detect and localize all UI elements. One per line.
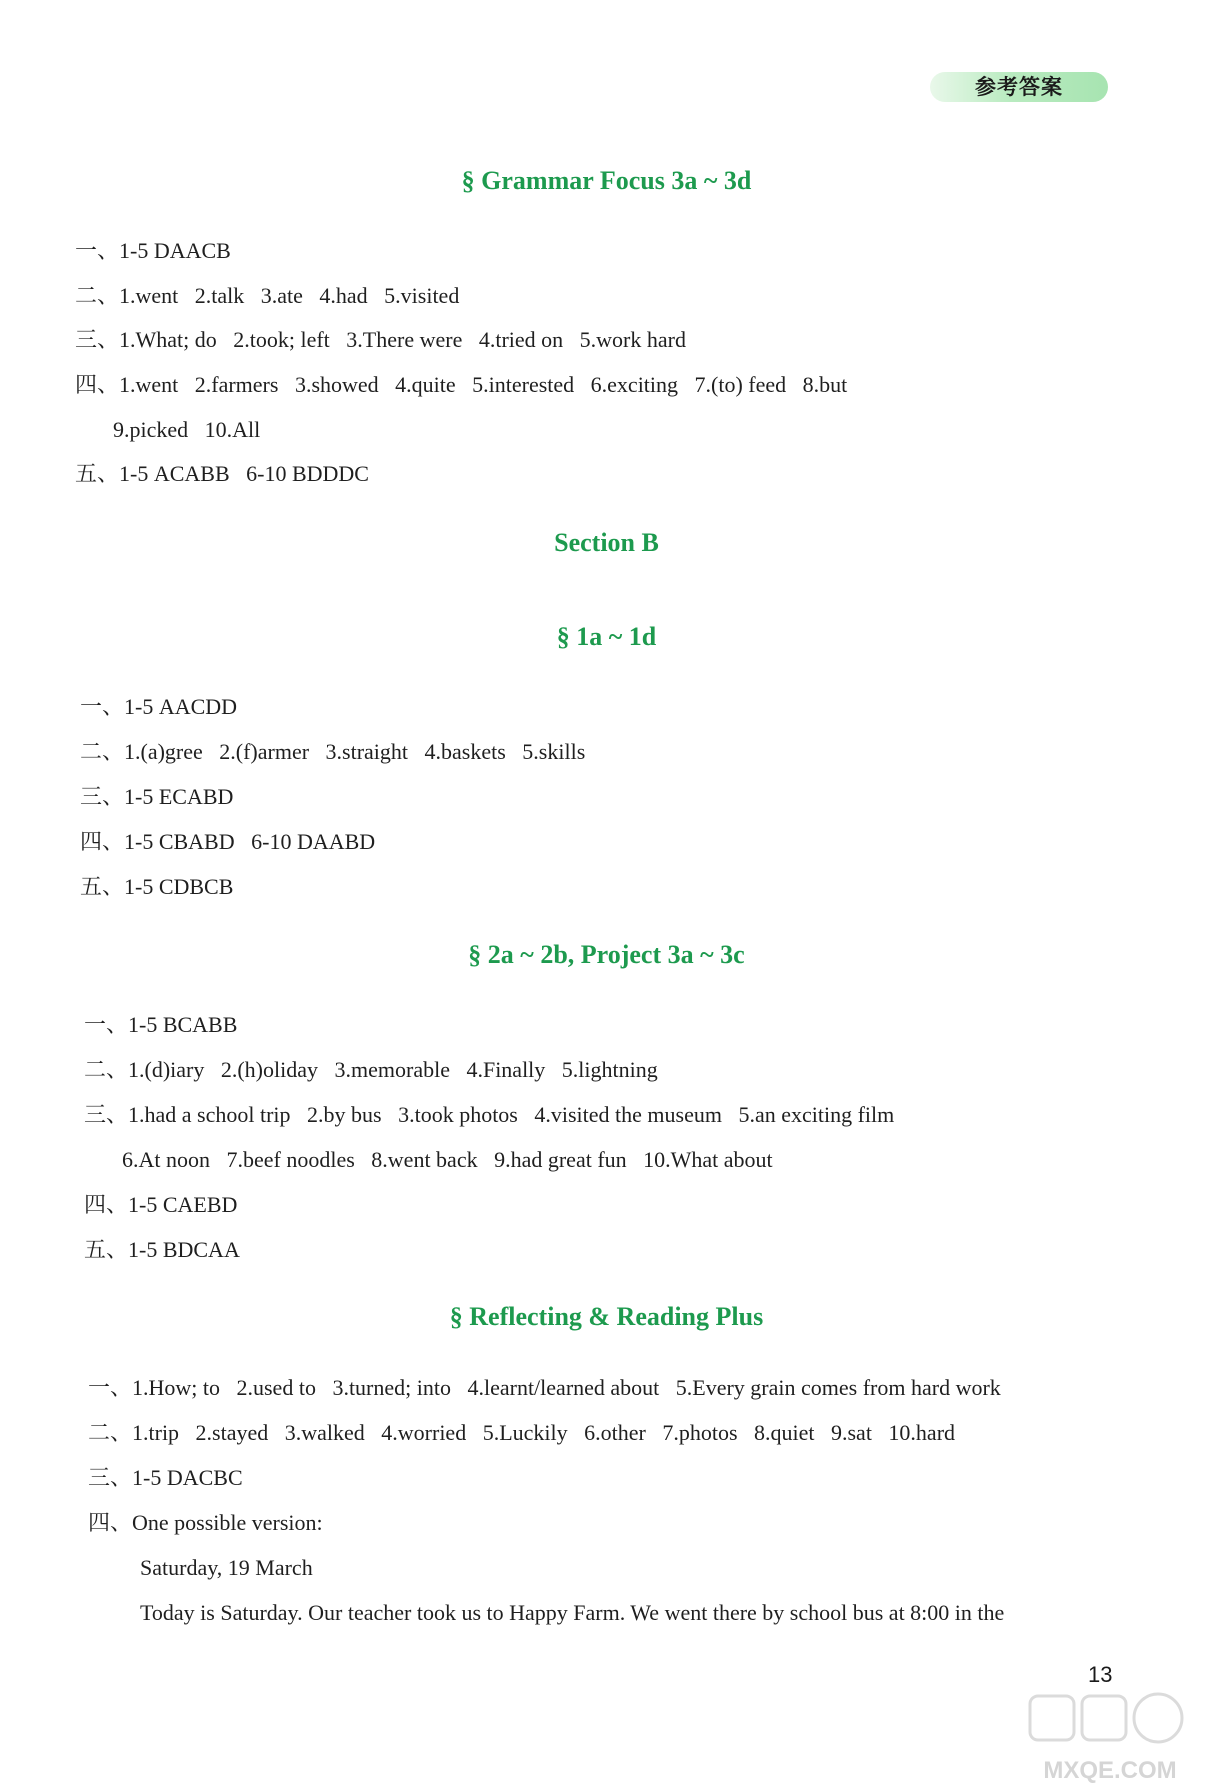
answer-line: 三、1-5 ECABD: [80, 784, 234, 809]
answer-line: 一、1-5 DAACB: [75, 238, 231, 263]
answer-line: 6.At noon 7.beef noodles 8.went back 9.had great fun 10.What about: [122, 1147, 773, 1172]
answer-line: 一、1.How; to 2.used to 3.turned; into 4.learnt/learned about 5.Every grain comes from hard work: [88, 1375, 1001, 1400]
heading-1a-1d: § 1a ~ 1d: [556, 622, 657, 651]
heading-section-b: Section B: [554, 528, 659, 557]
answer-line: 二、1.(a)gree 2.(f)armer 3.straight 4.baskets 5.skills: [80, 739, 586, 764]
answer-line: 四、1.went 2.farmers 3.showed 4.quite 5.interested 6.exciting 7.(to) feed 8.but: [75, 372, 848, 397]
watermark-text: MXQE.COM: [1043, 1757, 1177, 1784]
answer-line: 五、1-5 CDBCB: [80, 874, 234, 899]
answer-line: Saturday, 19 March: [140, 1555, 313, 1580]
answer-line: 二、1.went 2.talk 3.ate 4.had 5.visited: [75, 283, 460, 308]
answer-line: 一、1-5 BCABB: [84, 1012, 238, 1037]
answer-line: 二、1.(d)iary 2.(h)oliday 3.memorable 4.Finally 5.lightning: [84, 1057, 658, 1082]
answer-line: 二、1.trip 2.stayed 3.walked 4.worried 5.Luckily 6.other 7.photos 8.quiet 9.sat 10.hard: [88, 1420, 956, 1445]
answer-line: 一、1-5 AACDD: [80, 694, 238, 719]
answer-line: 五、1-5 ACABB 6-10 BDDDC: [75, 461, 369, 486]
answer-line: 三、1-5 DACBC: [88, 1465, 243, 1490]
page-number: 13: [1088, 1662, 1113, 1687]
answer-line: 四、1-5 CAEBD: [84, 1192, 238, 1217]
answer-line: 9.picked 10.All: [113, 417, 261, 442]
heading-grammar-focus: § Grammar Focus 3a ~ 3d: [461, 166, 752, 195]
answer-key-badge: 参考答案: [930, 72, 1108, 102]
answer-line: 三、1.What; do 2.took; left 3.There were 4.tried on 5.work hard: [75, 327, 686, 352]
answer-line: 三、1.had a school trip 2.by bus 3.took photos 4.visited the museum 5.an exciting film: [84, 1102, 895, 1127]
answer-line: 四、1-5 CBABD 6-10 DAABD: [80, 829, 376, 854]
answer-line: Today is Saturday. Our teacher took us to Happy Farm. We went there by school bus at 8:00 in the: [140, 1600, 1005, 1625]
heading-2a-2b-project: § 2a ~ 2b, Project 3a ~ 3c: [468, 940, 745, 969]
heading-reflecting-reading-plus: § Reflecting & Reading Plus: [449, 1302, 764, 1331]
answer-line: 五、1-5 BDCAA: [84, 1237, 240, 1262]
answer-line: 四、One possible version:: [88, 1510, 323, 1535]
watermark-logo: [1010, 1690, 1210, 1790]
